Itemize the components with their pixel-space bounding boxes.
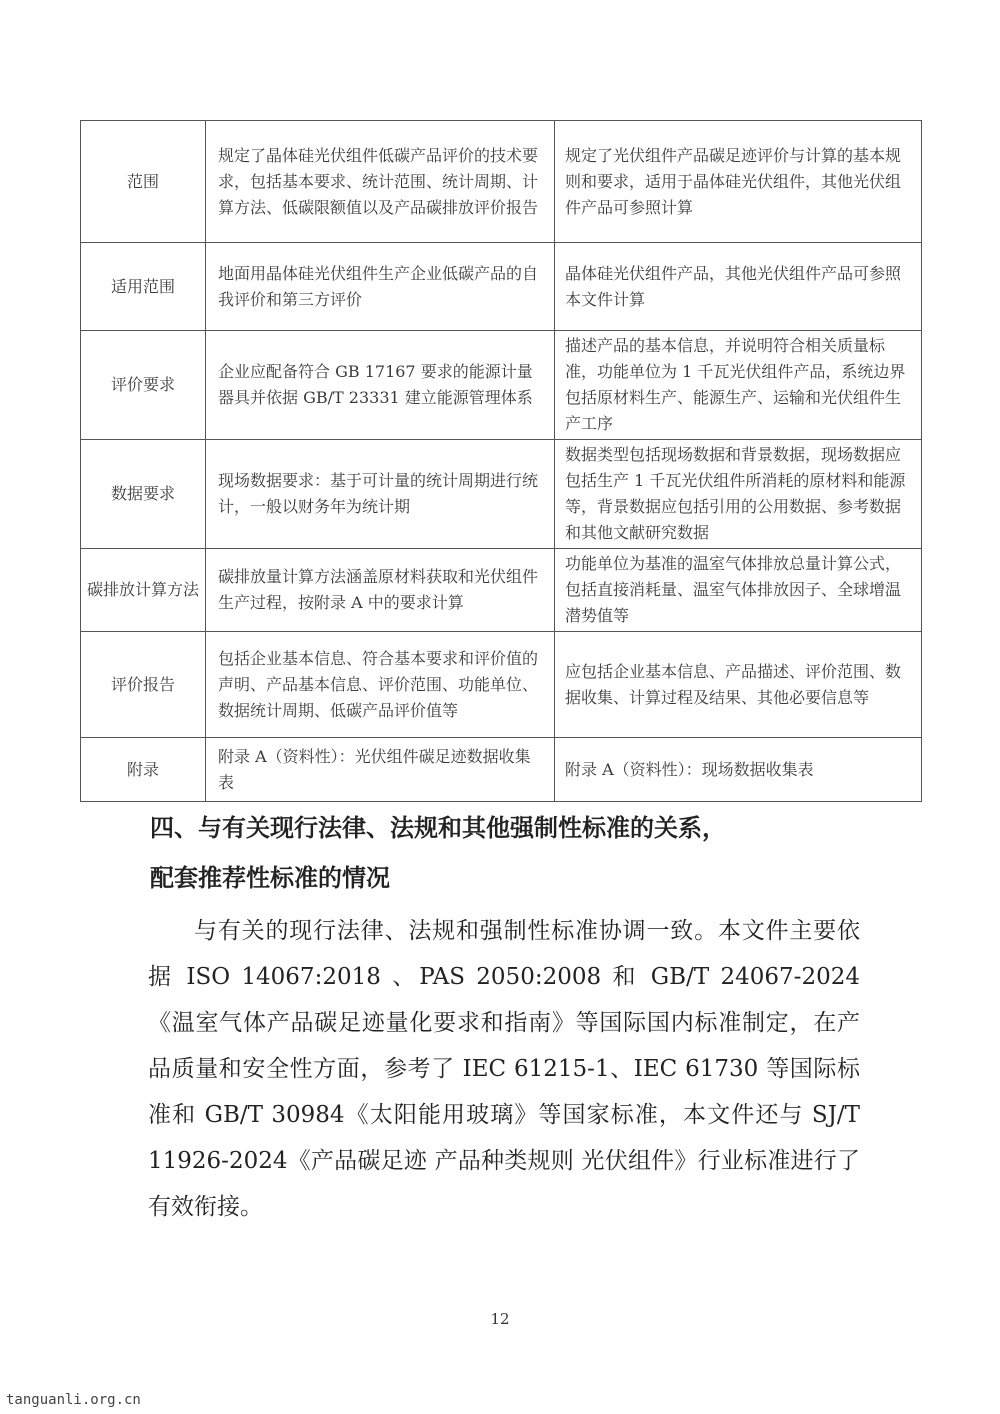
right-cell: 功能单位为基准的温室气体排放总量计算公式，包括直接消耗量、温室气体排放因子、全球增温潜势值等 — [555, 549, 922, 632]
right-cell: 晶体硅光伏组件产品，其他光伏组件产品可参照本文件计算 — [555, 243, 922, 331]
section-heading-continued: 配套推荐性标准的情况 — [150, 863, 390, 892]
left-cell: 碳排放量计算方法涵盖原材料获取和光伏组件生产过程，按附录 A 中的要求计算 — [206, 549, 555, 632]
row-label: 数据要求 — [81, 440, 206, 549]
table-row — [81, 331, 922, 440]
row-label: 评价要求 — [81, 331, 206, 440]
row-label: 评价报告 — [81, 632, 206, 738]
row-label: 范围 — [81, 121, 206, 243]
table-row — [81, 440, 922, 549]
table-row — [81, 632, 922, 738]
left-cell: 地面用晶体硅光伏组件生产企业低碳产品的自我评价和第三方评价 — [206, 243, 555, 331]
right-cell: 描述产品的基本信息，并说明符合相关质量标准，功能单位为 1 千瓦光伏组件产品，系统边界包括原材料生产、能源生产、运输和光伏组件生产工序 — [555, 331, 922, 440]
table-row — [81, 549, 922, 632]
comparison-table — [80, 120, 922, 802]
table-row — [81, 243, 922, 331]
row-label: 适用范围 — [81, 243, 206, 331]
comparison-table-wrapper — [80, 120, 922, 802]
right-cell: 附录 A（资料性）：现场数据收集表 — [555, 738, 922, 802]
watermark: tanguanli.org.cn — [6, 1392, 141, 1408]
table-row — [81, 738, 922, 802]
left-cell: 规定了晶体硅光伏组件低碳产品评价的技术要求，包括基本要求、统计范围、统计周期、计算方法、低碳限额值以及产品碳排放评价报告 — [206, 121, 555, 243]
table-row — [81, 121, 922, 243]
left-cell: 附录 A（资料性）：光伏组件碳足迹数据收集表 — [206, 738, 555, 802]
left-cell: 现场数据要求：基于可计量的统计周期进行统计，一般以财务年为统计期 — [206, 440, 555, 549]
section-heading: 四、与有关现行法律、法规和其他强制性标准的关系， — [150, 813, 726, 842]
left-cell: 包括企业基本信息、符合基本要求和评价值的声明、产品基本信息、评价范围、功能单位、数据统计周期、低碳产品评价值等 — [206, 632, 555, 738]
right-cell: 应包括企业基本信息、产品描述、评价范围、数据收集、计算过程及结果、其他必要信息等 — [555, 632, 922, 738]
body-paragraph: 与有关的现行法律、法规和强制性标准协调一致。本文件主要依据 ISO 14067:2018 、PAS 2050:2008 和 GB/T 24067-2024《温室气体产品碳足迹量化要求和指南》等国际国内标准制定，在产品质量和安全性方面，参考了 IEC 61215-1、IEC 61730 等国际标准和 GB/T 30984《太阳能用玻璃》等国家标准，本文件还与 SJ/T 11926-2024《产品碳足迹 产品种类规则 光伏组件》行业标准进行了有效衔接。 — [148, 918, 860, 1220]
row-label: 碳排放计算方法 — [81, 549, 206, 632]
left-cell: 企业应配备符合 GB 17167 要求的能源计量器具并依据 GB/T 23331 建立能源管理体系 — [206, 331, 555, 440]
right-cell: 规定了光伏组件产品碳足迹评价与计算的基本规则和要求，适用于晶体硅光伏组件，其他光伏组件产品可参照计算 — [555, 121, 922, 243]
page-number: 12 — [490, 1310, 510, 1328]
right-cell: 数据类型包括现场数据和背景数据，现场数据应包括生产 1 千瓦光伏组件所消耗的原材料和能源等，背景数据应包括引用的公用数据、参考数据和其他文献研究数据 — [555, 440, 922, 549]
row-label: 附录 — [81, 738, 206, 802]
